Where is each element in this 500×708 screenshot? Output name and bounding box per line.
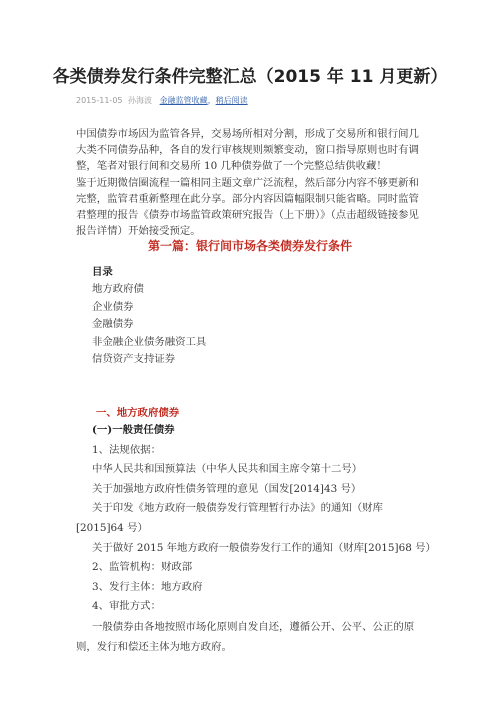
section-heading: 第一篇：银行间市场各类债券发行条件 xyxy=(147,239,352,253)
publish-date: 2015-11-05 xyxy=(76,96,123,105)
intro-paragraph-2 xyxy=(76,175,428,240)
content-line: 2、监管机构：财政部 xyxy=(92,561,193,574)
report-link[interactable]: 《债券市场监管政策研究报告（上下册）》 xyxy=(138,209,331,222)
collection-link[interactable]: 金融监管收藏 xyxy=(159,96,208,105)
toc-item[interactable]: 信贷资产支持证券 xyxy=(92,353,176,366)
content-paragraph: 一般债券由各地按照市场化原则自发自还，遵循公开、公平、公正的原则，发行和偿还主体为地方政府。 xyxy=(76,620,415,653)
read-later-link[interactable]: 稍后阅读 xyxy=(215,96,248,105)
content-line: 1、法规依据： xyxy=(92,443,161,456)
meta-separator: ， xyxy=(207,96,216,105)
content-line: 中华人民共和国预算法（中华人民共和国主席令第十二号） xyxy=(92,463,363,476)
content-line: 3、发行主体：地方政府 xyxy=(92,580,203,593)
toc-title: 目录 xyxy=(92,266,113,278)
content-line-wrapped: 关于印发《地方政府一般债券发行管理暂行办法》的通知（财库[2015]64 号） xyxy=(76,502,383,534)
content-line: 4、审批方式： xyxy=(92,600,161,613)
table-of-contents xyxy=(92,264,206,368)
author-name: 孙海波 xyxy=(128,96,153,105)
toc-item[interactable]: 地方政府债 xyxy=(92,283,144,296)
intro-paragraph-1: 中国债券市场因为监管各异，交易场所相对分割，形成了交易所和银行间几大类不同债券品种，各自的发行审核规则频繁变动，窗口指导原则也时有调整，笔者对银行间和交易所 10 几种债券做了一个完整总结供收藏！ xyxy=(76,128,419,173)
toc-item[interactable]: 非金融企业债务融资工具 xyxy=(92,335,207,348)
toc-item[interactable]: 企业债券 xyxy=(92,300,134,313)
subsection-heading: (一)一般责任债券 xyxy=(92,424,175,436)
toc-item[interactable]: 金融债券 xyxy=(92,318,134,331)
part-heading: 一、地方政府债券 xyxy=(96,407,180,419)
content-line: 关于加强地方政府性债务管理的意见（国发[2014]43 号） xyxy=(92,482,362,495)
part-content xyxy=(76,421,436,657)
article-title: 各类债券发行条件完整汇总（2015 年 11 月更新） xyxy=(52,67,448,87)
intro-paragraph-2-text: 鉴于近期微信圈流程一篇相同主题文章广泛流程，然后部分内容不够更新和完整，监管君重新整理在此分享。部分内容因篇幅限制只能省略。同时监管君整理的报告 xyxy=(76,176,419,222)
intro-paragraph-2-tail: （点击超级链接参见报告详情）开始接受预定。 xyxy=(76,209,419,238)
intro-text xyxy=(76,126,428,239)
content-line: 关于做好 2015 年地方政府一般债券发行工作的通知（财库[2015]68 号） xyxy=(92,541,436,554)
article-meta xyxy=(76,95,248,106)
